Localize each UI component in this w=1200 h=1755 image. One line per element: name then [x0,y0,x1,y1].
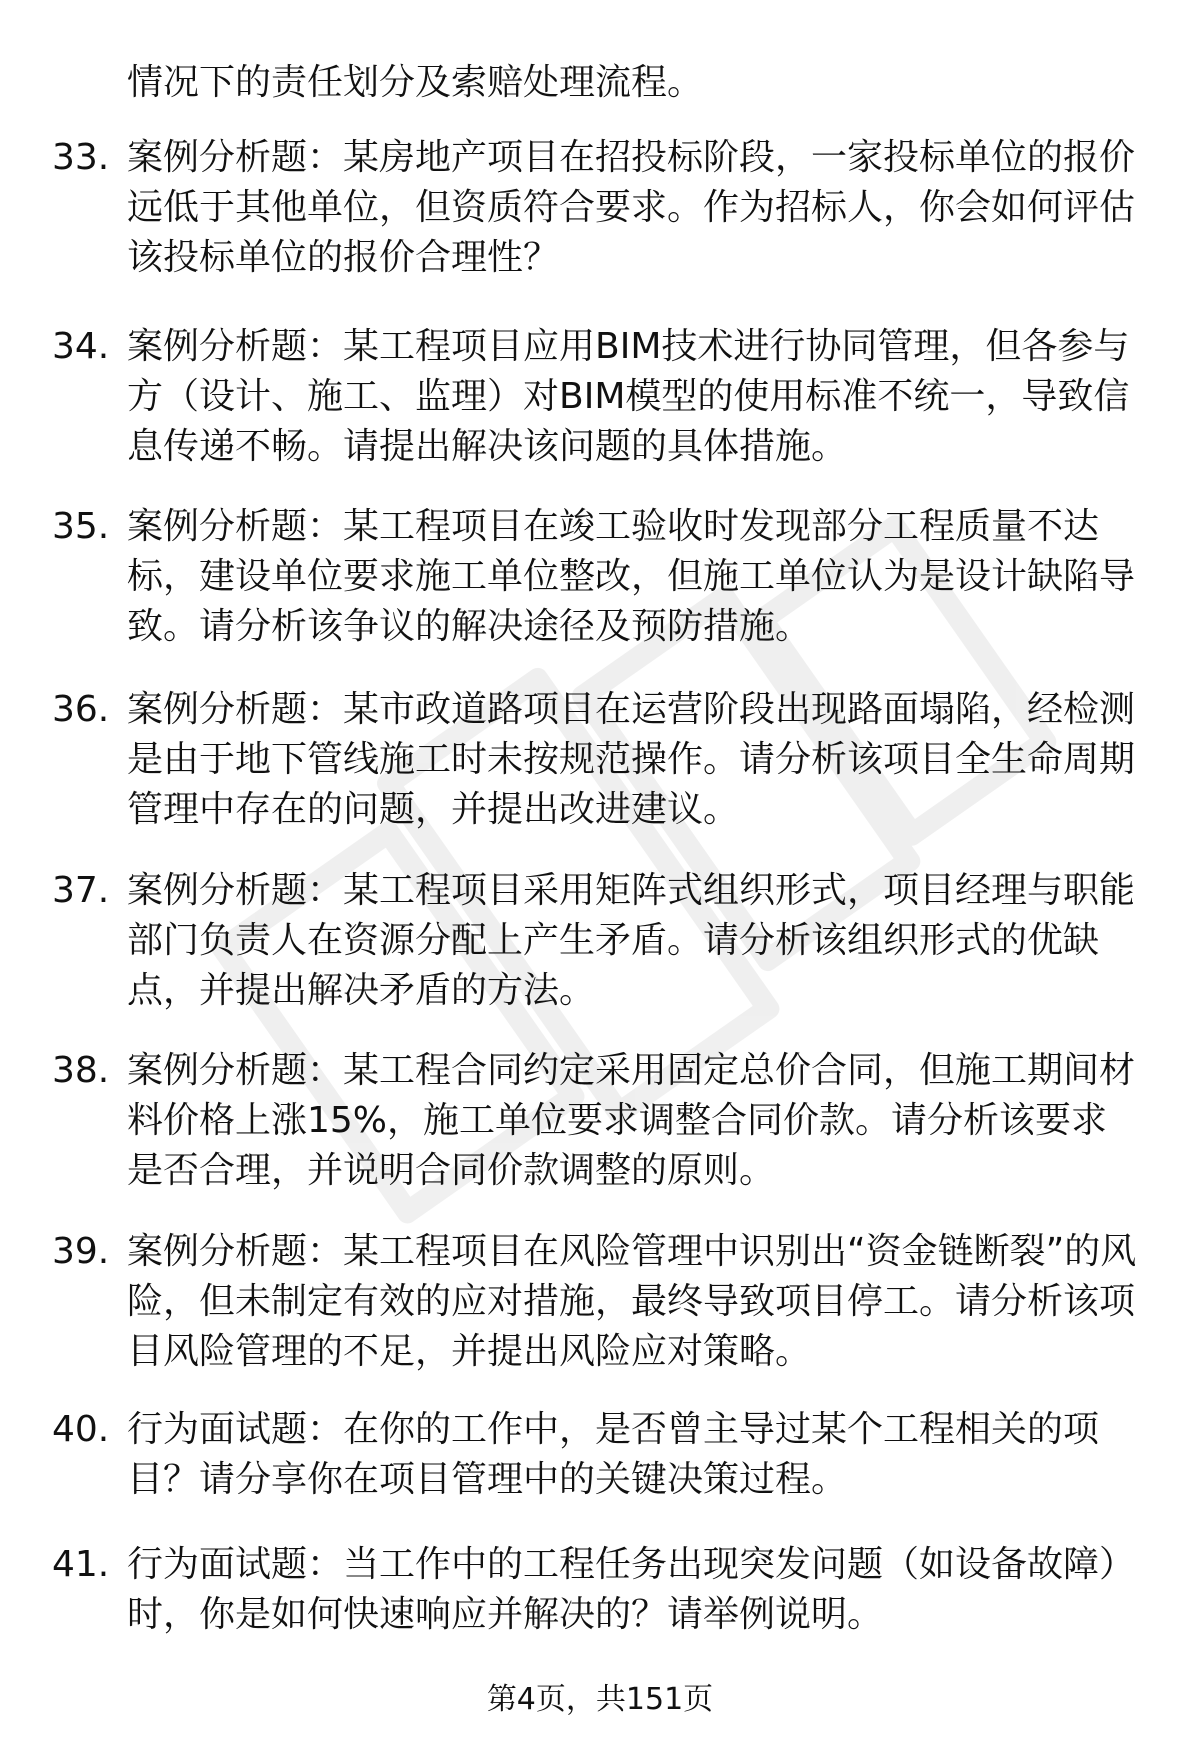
question-number: 36. [52,689,110,730]
question-text: 案例分析题：某工程合同约定采用固定总价合同，但施工期间材料价格上涨15%，施工单位要求调整合同价款。请分析该要求是否合理，并说明合同价款调整的原则。 [127,1050,1136,1191]
question-number: 34. [52,326,110,367]
question-number: 38. [52,1050,110,1091]
question-text: 案例分析题：某工程项目应用BIM技术进行协同管理，但各参与方（设计、施工、监理）对BIM模型的使用标准不统一，导致信息传递不畅。请提出解决该问题的具体措施。 [127,326,1130,467]
question-text: 案例分析题：某工程项目在风险管理中识别出“资金链断裂”的风险，但未制定有效的应对措施，最终导致项目停工。请分析该项目风险管理的不足，并提出风险应对策略。 [127,1231,1137,1372]
continuation-text: 情况下的责任划分及索赔处理流程。 [127,62,704,103]
question-number: 40. [52,1409,110,1450]
question-text: 案例分析题：某房地产项目在招投标阶段，一家投标单位的报价远低于其他单位，但资质符合要求。作为招标人，你会如何评估该投标单位的报价合理性？ [127,137,1136,278]
page-number-footer: 第4页，共151页 [486,1682,714,1717]
question-number: 39. [52,1231,110,1272]
question-text: 行为面试题：在你的工作中，是否曾主导过某个工程相关的项目？请分享你在项目管理中的关键决策过程。 [127,1409,1100,1500]
question-number: 41. [52,1544,110,1585]
question-text: 行为面试题：当工作中的工程任务出现突发问题（如设备故障）时，你是如何快速响应并解决的？请举例说明。 [127,1544,1136,1635]
question-number: 37. [52,870,110,911]
question-number: 35. [52,506,110,547]
question-text: 案例分析题：某市政道路项目在运营阶段出现路面塌陷，经检测是由于地下管线施工时未按规范操作。请分析该项目全生命周期管理中存在的问题，并提出改进建议。 [127,689,1136,830]
question-text: 案例分析题：某工程项目采用矩阵式组织形式，项目经理与职能部门负责人在资源分配上产生矛盾。请分析该组织形式的优缺点，并提出解决矛盾的方法。 [127,870,1136,1011]
question-number: 33. [52,137,110,178]
question-text: 案例分析题：某工程项目在竣工验收时发现部分工程质量不达标，建设单位要求施工单位整改，但施工单位认为是设计缺陷导致。请分析该争议的解决途径及预防措施。 [127,506,1136,647]
